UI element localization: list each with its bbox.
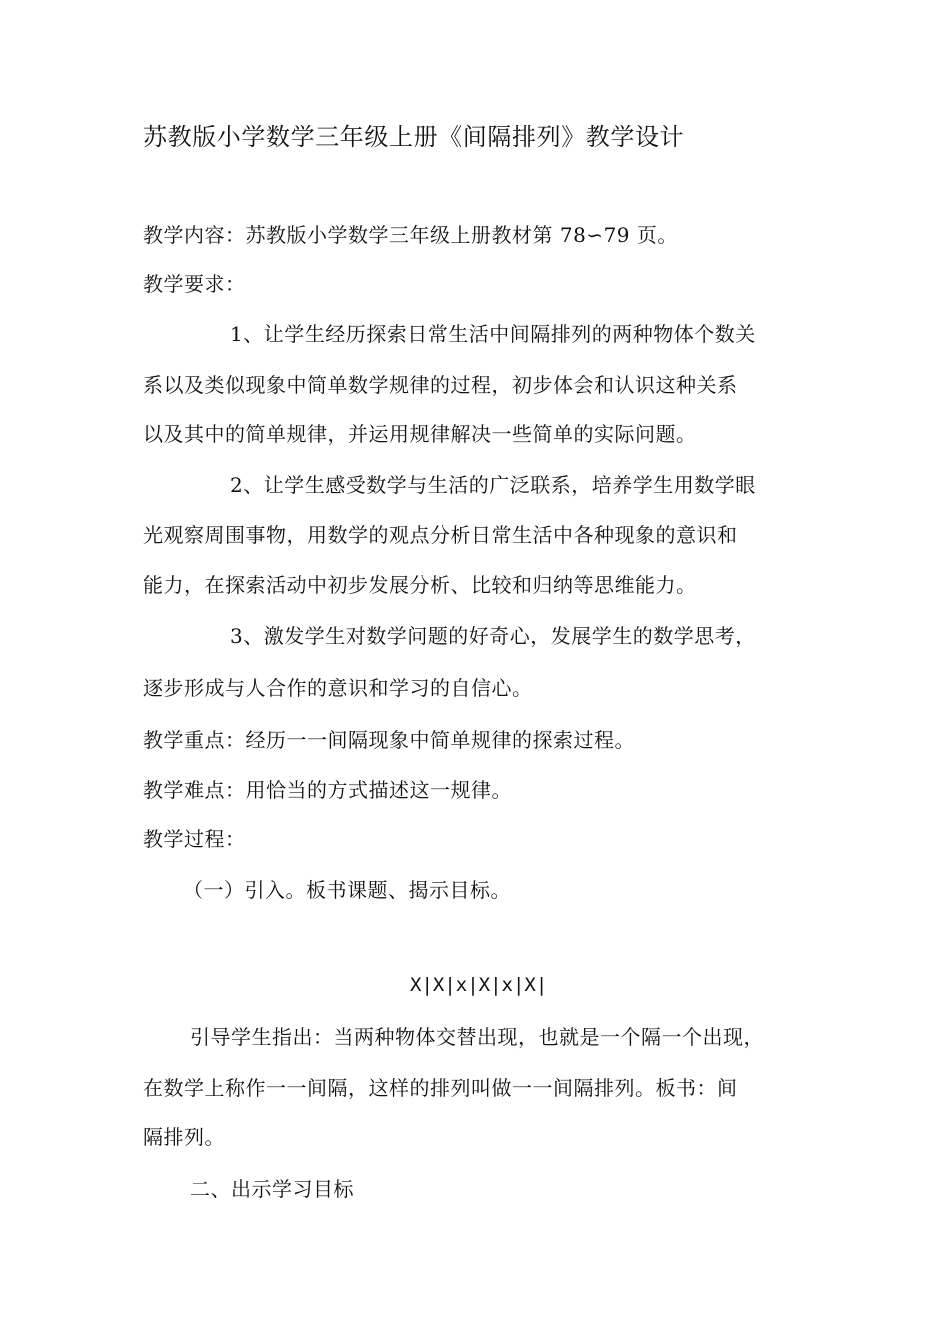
guide-line-3: 隔排列。: [143, 1125, 225, 1149]
requirement-1-line-2: 系以及类似现象中简单数学规律的过程，初步体会和认识这种关系: [143, 373, 738, 397]
requirements-heading: 教学要求：: [143, 272, 246, 296]
section-1-heading: （一）引入。板书课题、揭示目标。: [183, 878, 511, 902]
requirement-1-line-3: 以及其中的简单规律，并运用规律解决一些简单的实际问题。: [143, 422, 697, 446]
difficulty-line: 教学难点：用恰当的方式描述这一规律。: [143, 778, 512, 802]
requirement-1-line-1: 1、让学生经历探索日常生活中间隔排列的两种物体个数关: [230, 322, 756, 346]
document-title: 苏教版小学数学三年级上册《间隔排列》教学设计: [143, 123, 685, 151]
requirement-2-line-1: 2、让学生感受数学与生活的广泛联系，培养学生用数学眼: [230, 473, 756, 497]
requirement-3-line-1: 3、激发学生对数学问题的好奇心，发展学生的数学思考，: [230, 624, 756, 648]
teaching-content-line: 教学内容：苏教版小学数学三年级上册教材第 78∽79 页。: [143, 223, 678, 247]
guide-line-1: 引导学生指出：当两种物体交替出现，也就是一个隔一个出现，: [190, 1025, 764, 1049]
process-heading: 教学过程：: [143, 827, 246, 851]
key-point-line: 教学重点：经历一一间隔现象中简单规律的探索过程。: [143, 728, 635, 752]
requirement-2-line-3: 能力，在探索活动中初步发展分析、比较和归纳等思维能力。: [143, 573, 697, 597]
requirement-2-line-2: 光观察周围事物，用数学的观点分析日常生活中各种现象的意识和: [143, 523, 738, 547]
requirement-3-line-2: 逐步形成与人合作的意识和学习的自信心。: [143, 676, 533, 700]
section-2-heading: 二、出示学习目标: [190, 1177, 354, 1201]
guide-line-2: 在数学上称作一一间隔，这样的排列叫做一一间隔排列。板书：间: [143, 1076, 738, 1100]
alternating-pattern: X|X|x|X|x|X|: [410, 974, 548, 996]
